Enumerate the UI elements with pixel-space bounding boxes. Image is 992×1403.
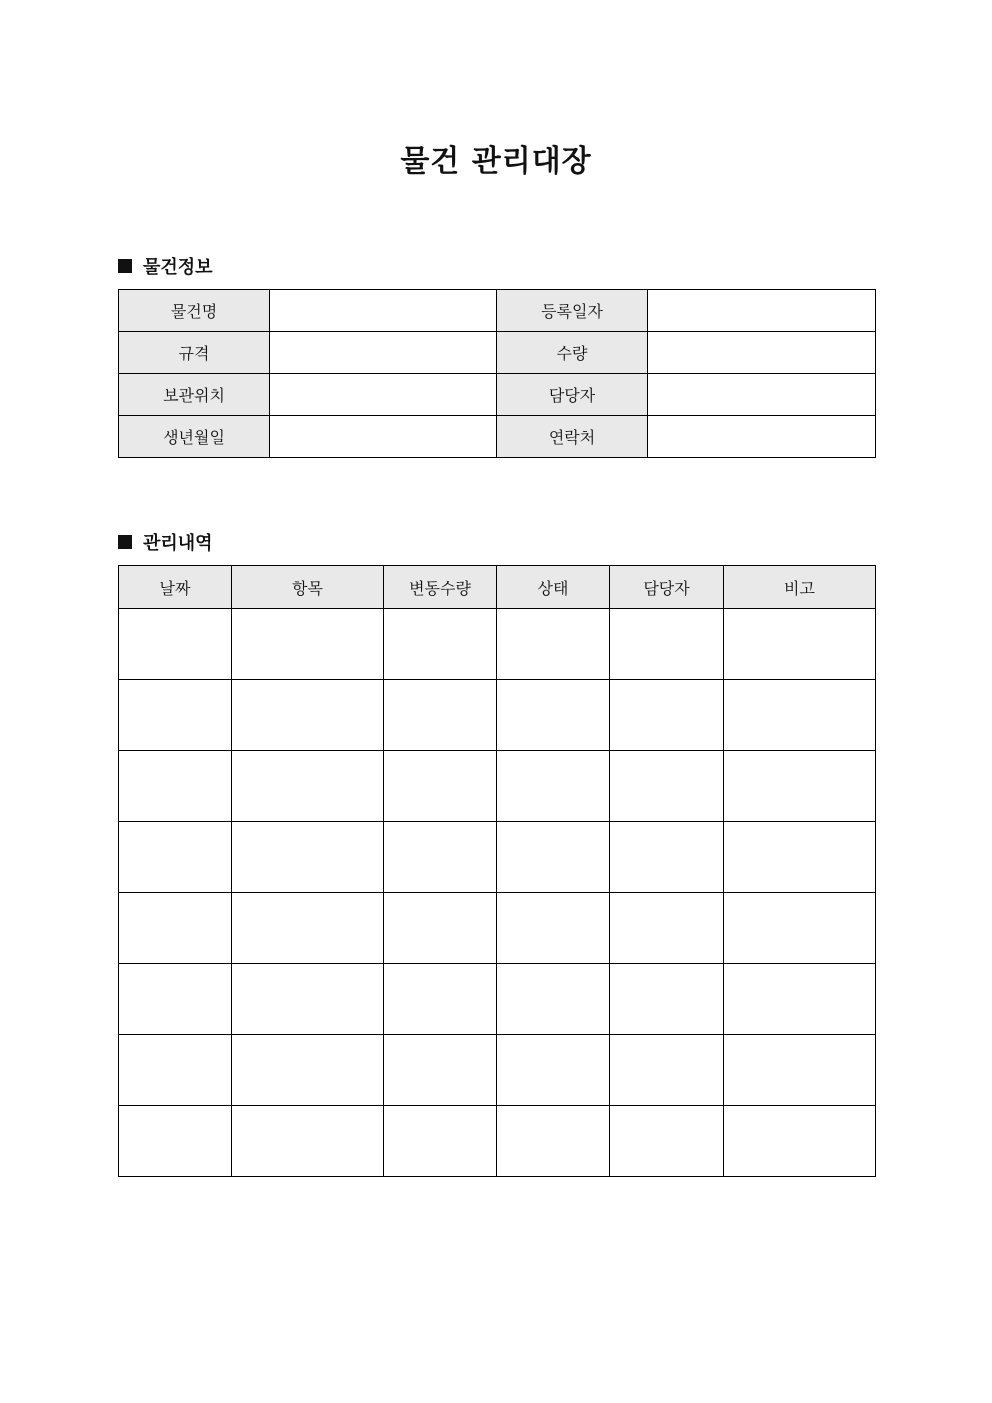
column-header-remarks: 비고 xyxy=(724,566,876,609)
item-name-field[interactable] xyxy=(270,290,497,332)
quantity-change-cell[interactable] xyxy=(384,964,497,1035)
item-cell[interactable] xyxy=(232,893,384,964)
date-cell[interactable] xyxy=(119,822,232,893)
table-row xyxy=(119,374,876,416)
status-cell[interactable] xyxy=(497,1106,610,1177)
quantity-change-cell[interactable] xyxy=(384,822,497,893)
square-bullet-icon xyxy=(118,535,132,549)
column-header-status: 상태 xyxy=(497,566,610,609)
registration-date-field[interactable] xyxy=(648,290,876,332)
contact-label: 연락처 xyxy=(497,416,648,458)
column-header-manager: 담당자 xyxy=(610,566,724,609)
manager-cell[interactable] xyxy=(610,964,724,1035)
manager-cell[interactable] xyxy=(610,751,724,822)
column-header-quantity-change: 변동수량 xyxy=(384,566,497,609)
remarks-cell[interactable] xyxy=(724,893,876,964)
item-info-heading-label: 물건정보 xyxy=(143,257,213,278)
date-cell[interactable] xyxy=(119,964,232,1035)
remarks-cell[interactable] xyxy=(724,1106,876,1177)
spec-field[interactable] xyxy=(270,332,497,374)
column-header-item: 항목 xyxy=(232,566,384,609)
date-cell[interactable] xyxy=(119,680,232,751)
registration-date-label: 등록일자 xyxy=(497,290,648,332)
status-cell[interactable] xyxy=(497,680,610,751)
document-title: 물건 관리대장 xyxy=(400,144,592,179)
table-row xyxy=(119,609,876,680)
management-log-heading-label: 관리내역 xyxy=(143,533,213,554)
item-cell[interactable] xyxy=(232,1106,384,1177)
item-cell[interactable] xyxy=(232,964,384,1035)
manager-cell[interactable] xyxy=(610,1106,724,1177)
item-cell[interactable] xyxy=(232,751,384,822)
quantity-change-cell[interactable] xyxy=(384,609,497,680)
table-row xyxy=(119,1106,876,1177)
spec-label: 규격 xyxy=(119,332,270,374)
quantity-label: 수량 xyxy=(497,332,648,374)
table-row xyxy=(119,964,876,1035)
table-header-row xyxy=(119,566,876,609)
table-row xyxy=(119,751,876,822)
status-cell[interactable] xyxy=(497,609,610,680)
remarks-cell[interactable] xyxy=(724,680,876,751)
quantity-change-cell[interactable] xyxy=(384,751,497,822)
status-cell[interactable] xyxy=(497,893,610,964)
remarks-cell[interactable] xyxy=(724,609,876,680)
date-cell[interactable] xyxy=(119,751,232,822)
table-row xyxy=(119,416,876,458)
contact-field[interactable] xyxy=(648,416,876,458)
status-cell[interactable] xyxy=(497,822,610,893)
remarks-cell[interactable] xyxy=(724,964,876,1035)
date-cell[interactable] xyxy=(119,1106,232,1177)
table-row xyxy=(119,332,876,374)
date-cell[interactable] xyxy=(119,1035,232,1106)
status-cell[interactable] xyxy=(497,1035,610,1106)
table-row xyxy=(119,893,876,964)
column-header-date: 날짜 xyxy=(119,566,232,609)
item-info-table xyxy=(118,289,876,458)
remarks-cell[interactable] xyxy=(724,751,876,822)
manager-cell[interactable] xyxy=(610,1035,724,1106)
manager-cell[interactable] xyxy=(610,680,724,751)
item-cell[interactable] xyxy=(232,609,384,680)
manager-cell[interactable] xyxy=(610,609,724,680)
table-row xyxy=(119,822,876,893)
management-log-table xyxy=(118,565,876,1177)
remarks-cell[interactable] xyxy=(724,822,876,893)
manager-cell[interactable] xyxy=(610,893,724,964)
quantity-change-cell[interactable] xyxy=(384,1106,497,1177)
status-cell[interactable] xyxy=(497,751,610,822)
storage-location-label: 보관위치 xyxy=(119,374,270,416)
quantity-change-cell[interactable] xyxy=(384,680,497,751)
date-cell[interactable] xyxy=(119,893,232,964)
birthdate-field[interactable] xyxy=(270,416,497,458)
item-cell[interactable] xyxy=(232,1035,384,1106)
manager-field[interactable] xyxy=(648,374,876,416)
management-log-heading xyxy=(118,529,213,555)
manager-label: 담당자 xyxy=(497,374,648,416)
item-cell[interactable] xyxy=(232,680,384,751)
table-row xyxy=(119,1035,876,1106)
storage-location-field[interactable] xyxy=(270,374,497,416)
item-cell[interactable] xyxy=(232,822,384,893)
date-cell[interactable] xyxy=(119,609,232,680)
square-bullet-icon xyxy=(118,259,132,273)
quantity-change-cell[interactable] xyxy=(384,893,497,964)
item-name-label: 물건명 xyxy=(119,290,270,332)
status-cell[interactable] xyxy=(497,964,610,1035)
item-info-heading xyxy=(118,253,213,279)
quantity-field[interactable] xyxy=(648,332,876,374)
remarks-cell[interactable] xyxy=(724,1035,876,1106)
birthdate-label: 생년월일 xyxy=(119,416,270,458)
table-row xyxy=(119,680,876,751)
manager-cell[interactable] xyxy=(610,822,724,893)
quantity-change-cell[interactable] xyxy=(384,1035,497,1106)
table-row xyxy=(119,290,876,332)
